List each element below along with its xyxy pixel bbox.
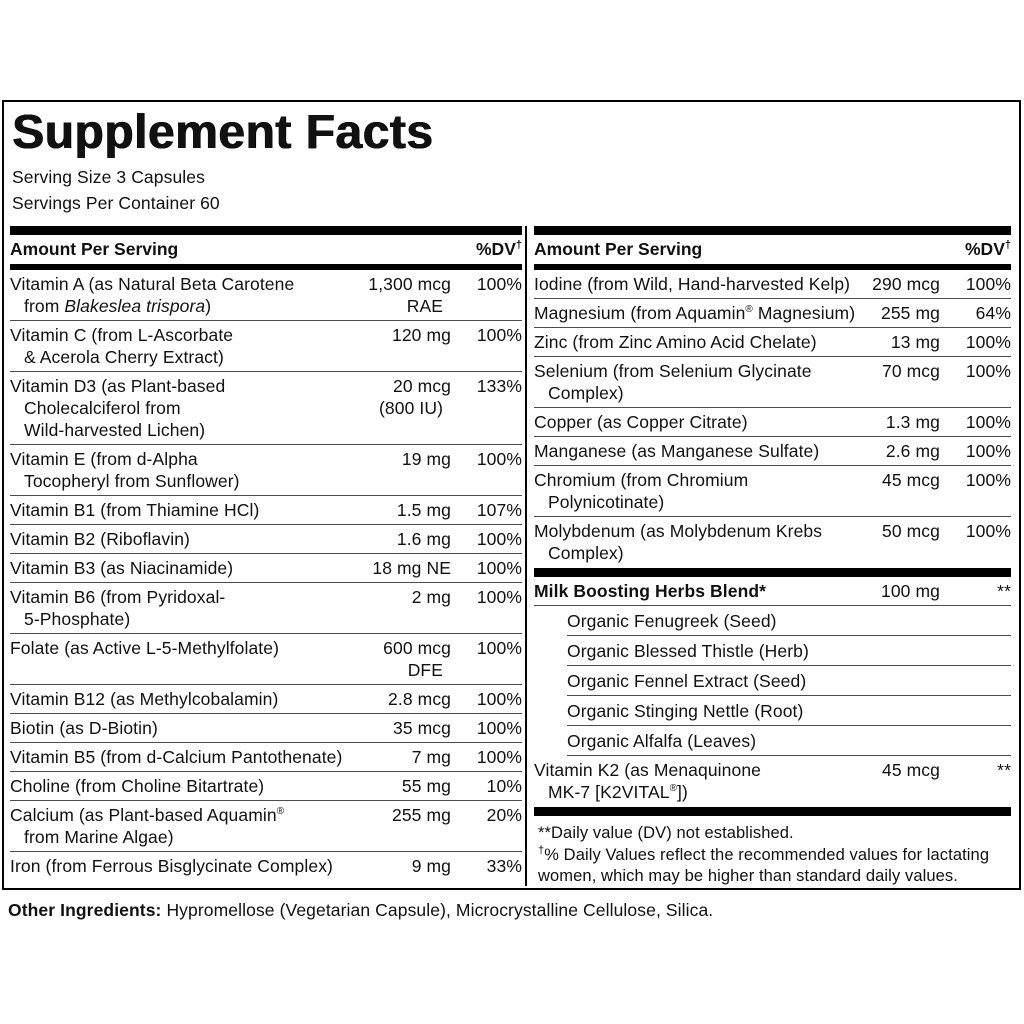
amount-per-serving-label: Amount Per Serving (10, 239, 179, 259)
daily-value: 20% (486, 805, 522, 825)
ingredient-name: Iron (from Ferrous Bisglycinate Complex) (10, 856, 333, 876)
ingredient-name: Chromium (from Chromium Polynicotinate) (534, 470, 749, 512)
amount-per-serving-label: Amount Per Serving (534, 239, 703, 259)
dagger-mark: † (1004, 239, 1011, 252)
daily-value: 100% (965, 332, 1011, 352)
amount: 290 mcg (872, 274, 940, 294)
row-choline (10, 772, 522, 801)
dv-label: %DV† (965, 239, 1011, 259)
row-vitamin-d3 (10, 372, 522, 445)
daily-value: 100% (965, 521, 1011, 541)
amount: 9 mg (411, 856, 451, 876)
amount: 100 mg (881, 581, 940, 601)
amount: 45 mcg (882, 470, 940, 490)
daily-value: 100% (965, 361, 1011, 381)
row-iron (10, 852, 522, 880)
row-vitamin-k2 (534, 756, 1011, 806)
row-copper (534, 408, 1011, 437)
footnote-daily-values: †% Daily Values reflect the recommended values for lactating women, which may be higher than standard daily values. (538, 844, 990, 885)
other-ingredients-label: Other Ingredients: (8, 900, 162, 920)
other-ingredients-text: Hypromellose (Vegetarian Capsule), Microcrystalline Cellulose, Silica. (161, 900, 714, 920)
daily-value: 100% (965, 274, 1011, 294)
row-milk-boosting-herbs-blend (534, 577, 1011, 606)
row-manganese (534, 437, 1011, 466)
footnotes (534, 816, 1011, 888)
blend-name: Milk Boosting Herbs Blend* (534, 581, 767, 601)
ingredient-name: Vitamin B6 (from Pyridoxal- 5-Phosphate) (10, 587, 226, 629)
servings-per-container: Servings Per Container 60 (12, 193, 220, 213)
amount: 120 mg (392, 325, 451, 345)
ingredient-name: Vitamin K2 (as Menaquinone MK-7 [K2VITAL®]) (534, 760, 761, 802)
row-vitamin-b5 (10, 743, 522, 772)
amount: 45 mcg (882, 760, 940, 780)
ingredient-name: Vitamin B5 (from d-Calcium Pantothenate) (10, 747, 343, 767)
row-biotin (10, 714, 522, 743)
daily-value: 107% (476, 500, 522, 520)
ingredient-name: Vitamin B1 (from Thiamine HCl) (10, 500, 260, 520)
blend-item-blessed-thistle: Organic Blessed Thistle (Herb) (567, 636, 1011, 666)
amount: 1.6 mg (396, 529, 451, 549)
left-top-bar (10, 226, 522, 235)
dagger-mark: † (515, 239, 522, 252)
amount: 2.6 mg (885, 441, 940, 461)
ingredient-name: Iodine (from Wild, Hand-harvested Kelp) (534, 274, 851, 294)
row-vitamin-b12 (10, 685, 522, 714)
amount: 600 mcg DFE (383, 638, 451, 680)
row-magnesium (534, 299, 1011, 328)
row-vitamin-e (10, 445, 522, 496)
amount: 50 mcg (882, 521, 940, 541)
daily-value: ** (997, 581, 1011, 601)
ingredient-name: Selenium (from Selenium Glycinate Complex) (534, 361, 812, 403)
row-folate (10, 634, 522, 685)
left-column (4, 226, 525, 886)
amount: 55 mg (401, 776, 451, 796)
registered-mark: ® (745, 304, 753, 316)
amount: 18 mg NE (372, 558, 451, 578)
ingredient-name: Magnesium (from Aquamin® Magnesium) (534, 303, 856, 323)
row-chromium (534, 466, 1011, 517)
ingredient-name: Vitamin B12 (as Methylcobalamin) (10, 689, 279, 709)
daily-value: 64% (975, 303, 1011, 323)
row-selenium (534, 357, 1011, 408)
blend-item-fennel-extract: Organic Fennel Extract (Seed) (567, 666, 1011, 696)
dagger-mark: † (538, 844, 545, 856)
registered-mark: ® (669, 783, 678, 795)
ingredient-name: Calcium (as Plant-based Aquamin® from Marine Algae) (10, 805, 285, 847)
ingredient-name: Vitamin D3 (as Plant-based Cholecalciferol from Wild-harvested Lichen) (10, 376, 226, 440)
label-title: Supplement Facts (12, 106, 434, 159)
row-molybdenum (534, 517, 1011, 567)
daily-value: 133% (476, 376, 522, 396)
daily-value: 100% (965, 470, 1011, 490)
serving-size: Serving Size 3 Capsules (12, 167, 205, 187)
ingredient-name: Vitamin C (from L-Ascorbate & Acerola Cherry Extract) (10, 325, 234, 367)
ingredient-name: Zinc (from Zinc Amino Acid Chelate) (534, 332, 817, 352)
daily-value: ** (997, 760, 1011, 780)
amount: 2 mg (411, 587, 451, 607)
row-vitamin-b1 (10, 496, 522, 525)
amount: 1.3 mg (885, 412, 940, 432)
amount: 255 mg (881, 303, 940, 323)
blend-section-bar (534, 568, 1011, 577)
daily-value: 100% (476, 274, 522, 294)
blend-item-fenugreek: Organic Fenugreek (Seed) (567, 606, 1011, 636)
daily-value: 100% (965, 412, 1011, 432)
amount: 13 mg (890, 332, 940, 352)
daily-value: 33% (486, 856, 522, 876)
daily-value: 100% (476, 529, 522, 549)
facts-columns (4, 226, 1019, 886)
amount: 1.5 mg (396, 500, 451, 520)
row-vitamin-b6 (10, 583, 522, 634)
ingredient-name: Choline (from Choline Bitartrate) (10, 776, 265, 796)
row-zinc (534, 328, 1011, 357)
amount: 70 mcg (882, 361, 940, 381)
right-column-header (534, 235, 1011, 264)
amount: 19 mg (401, 449, 451, 469)
dv-label: %DV† (476, 239, 522, 259)
amount: 255 mg (392, 805, 451, 825)
ingredient-name: Vitamin A (as Natural Beta Carotene from Blakeslea trispora) (10, 274, 295, 316)
latin-name: Blakeslea trispora (64, 296, 206, 316)
amount: 7 mg (411, 747, 451, 767)
serving-info (12, 164, 1011, 216)
supplement-facts-panel (2, 100, 1021, 890)
footnote-section-bar (534, 807, 1011, 816)
daily-value: 100% (476, 747, 522, 767)
row-iodine (534, 270, 1011, 299)
blend-item-stinging-nettle: Organic Stinging Nettle (Root) (567, 696, 1011, 726)
row-vitamin-b3 (10, 554, 522, 583)
left-column-header (10, 235, 522, 264)
daily-value: 10% (486, 776, 522, 796)
ingredient-name: Vitamin B2 (Riboflavin) (10, 529, 190, 549)
daily-value: 100% (476, 689, 522, 709)
amount: 35 mcg (393, 718, 451, 738)
row-calcium (10, 801, 522, 852)
daily-value: 100% (476, 587, 522, 607)
blend-item-alfalfa: Organic Alfalfa (Leaves) (567, 726, 1011, 756)
row-vitamin-c (10, 321, 522, 372)
other-ingredients (8, 899, 713, 921)
amount: 1,300 mcg RAE (368, 274, 451, 316)
daily-value: 100% (476, 325, 522, 345)
ingredient-name: Folate (as Active L-5-Methylfolate) (10, 638, 280, 658)
row-vitamin-a (10, 270, 522, 321)
amount: 2.8 mcg (388, 689, 451, 709)
ingredient-name: Molybdenum (as Molybdenum Krebs Complex) (534, 521, 823, 563)
daily-value: 100% (476, 558, 522, 578)
daily-value: 100% (476, 718, 522, 738)
label-header (4, 102, 1019, 216)
daily-value: 100% (476, 449, 522, 469)
ingredient-name: Vitamin B3 (as Niacinamide) (10, 558, 234, 578)
ingredient-name: Biotin (as D-Biotin) (10, 718, 158, 738)
ingredient-name: Vitamin E (from d-Alpha Tocopheryl from Sunflower) (10, 449, 240, 491)
right-top-bar (534, 226, 1011, 235)
row-vitamin-b2 (10, 525, 522, 554)
daily-value: 100% (965, 441, 1011, 461)
right-column (525, 226, 1019, 886)
registered-mark: ® (276, 806, 285, 818)
ingredient-name: Copper (as Copper Citrate) (534, 412, 748, 432)
daily-value: 100% (476, 638, 522, 658)
ingredient-name: Manganese (as Manganese Sulfate) (534, 441, 820, 461)
footnote-dv-not-established: **Daily value (DV) not established. (538, 824, 794, 842)
amount: 20 mcg (800 IU) (378, 376, 451, 418)
